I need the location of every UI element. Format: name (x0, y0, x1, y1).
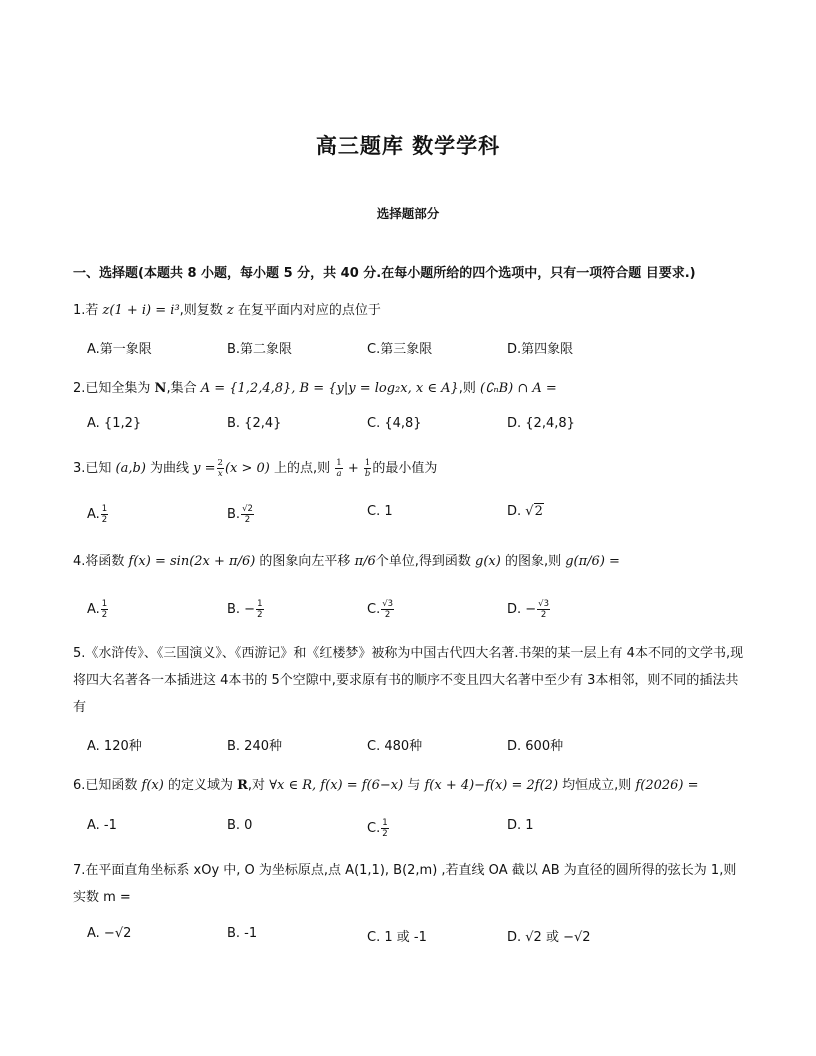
fraction: $\frac{1}{b}$ (364, 458, 371, 479)
page-subtitle: 选择题部分 (376, 206, 440, 221)
option-c: C. 1 (367, 504, 393, 519)
options-row (87, 818, 747, 842)
question-5: 5.《水浒传》、《三国演义》、《西游记》和《红楼梦》被称为中国古代四大名著.书架的某一层上有 4本不同的文学书,现将四大名著各一本插进这 4本书的 5个空隙中,要求原有书的顺序不变且四大名著中至少有 3本相邻，则不同的插法共有 (73, 646, 744, 715)
option-c: C. $\frac{√3}{2}$ (367, 599, 394, 620)
option-d: D. − $\frac{√3}{2}$ (507, 599, 549, 620)
option-b: B. − $\frac{1}{2}$ (227, 599, 263, 620)
question-2: 2.已知全集为 N,集合 A = {1,2,4,8}, B = {y|y = log₂x, x ∈ A},则 (∁ₙB) ∩ A = (73, 381, 557, 396)
option-a: A. $\frac{1}{2}$ (87, 599, 108, 620)
option-b: B.第二象限 (227, 342, 293, 357)
section-heading: 一、选择题(本题共 8 小题，每小题 5 分，共 40 分.在每小题所给的四个选项中，只有一项符合题 目要求.) (73, 266, 696, 281)
question-4: 4.将函数 f(x) = sin(2x + π/6) 的图象向左平移 π/6个单位,得到函数 g(x) 的图象,则 g(π/6) = (73, 554, 620, 569)
option-d: D. {2,4,8} (507, 416, 575, 431)
option-b: B. {2,4} (227, 416, 282, 431)
option-c: C. 1 或 -1 (367, 930, 427, 945)
options-row (87, 416, 747, 440)
option-a: A. -1 (87, 818, 117, 833)
option-b: B. 0 (227, 818, 253, 833)
option-a: A. $\frac{1}{2}$ (87, 504, 108, 525)
page-title: 高三题库 数学学科 (315, 134, 501, 158)
option-a: A. −√2 (87, 926, 132, 941)
question-1: 1.若 z(1 + i) = i³,则复数 z 在复平面内对应的点位于 (73, 303, 381, 318)
option-d: D. 600种 (507, 739, 564, 754)
math-expression: z(1 + i) = i³ (102, 303, 180, 318)
option-d: D.第四象限 (507, 342, 574, 357)
options-row (87, 504, 747, 528)
options-row (87, 338, 747, 362)
option-c: C. 480种 (367, 739, 423, 754)
option-b: B. 240种 (227, 739, 282, 754)
option-b: B. $\frac{√2}{2}$ (227, 504, 253, 525)
question-3: 3.已知 (a,b) 为曲线 y = $\frac{2}{x}$ (x > 0) 上的点,则 $\frac{1}{a}$ + $\frac{1}{b}$ 的最小值为 (73, 458, 438, 479)
fraction: $\frac{2}{x}$ (217, 458, 223, 479)
option-a: A. {1,2} (87, 416, 142, 431)
option-d: D. √2 或 −√2 (507, 930, 591, 945)
option-d: D. 1 (507, 818, 534, 833)
option-a: A. 120种 (87, 739, 142, 754)
options-row (87, 926, 747, 950)
option-b: B. -1 (227, 926, 258, 941)
option-a: A.第一象限 (87, 342, 152, 357)
options-row (87, 599, 747, 623)
question-7: 7.在平面直角坐标系 xOy 中, O 为坐标原点,点 A(1,1), B(2,m) ,若直线 OA 截以 AB 为直径的圆所得的弦长为 1,则实数 m = (73, 863, 737, 905)
option-c: C. {4,8} (367, 416, 422, 431)
question-6: 6.已知函数 f(x) 的定义域为 R,对 ∀x ∈ R, f(x) = f(6−x) 与 f(x + 4)−f(x) = 2f(2) 均恒成立,则 f(2026) = (73, 778, 699, 793)
options-row (87, 735, 747, 759)
option-c: C.第三象限 (367, 342, 433, 357)
option-c: C. $\frac{1}{2}$ (367, 818, 388, 839)
option-d: D. √2 (507, 504, 543, 519)
fraction: $\frac{1}{a}$ (336, 458, 342, 479)
